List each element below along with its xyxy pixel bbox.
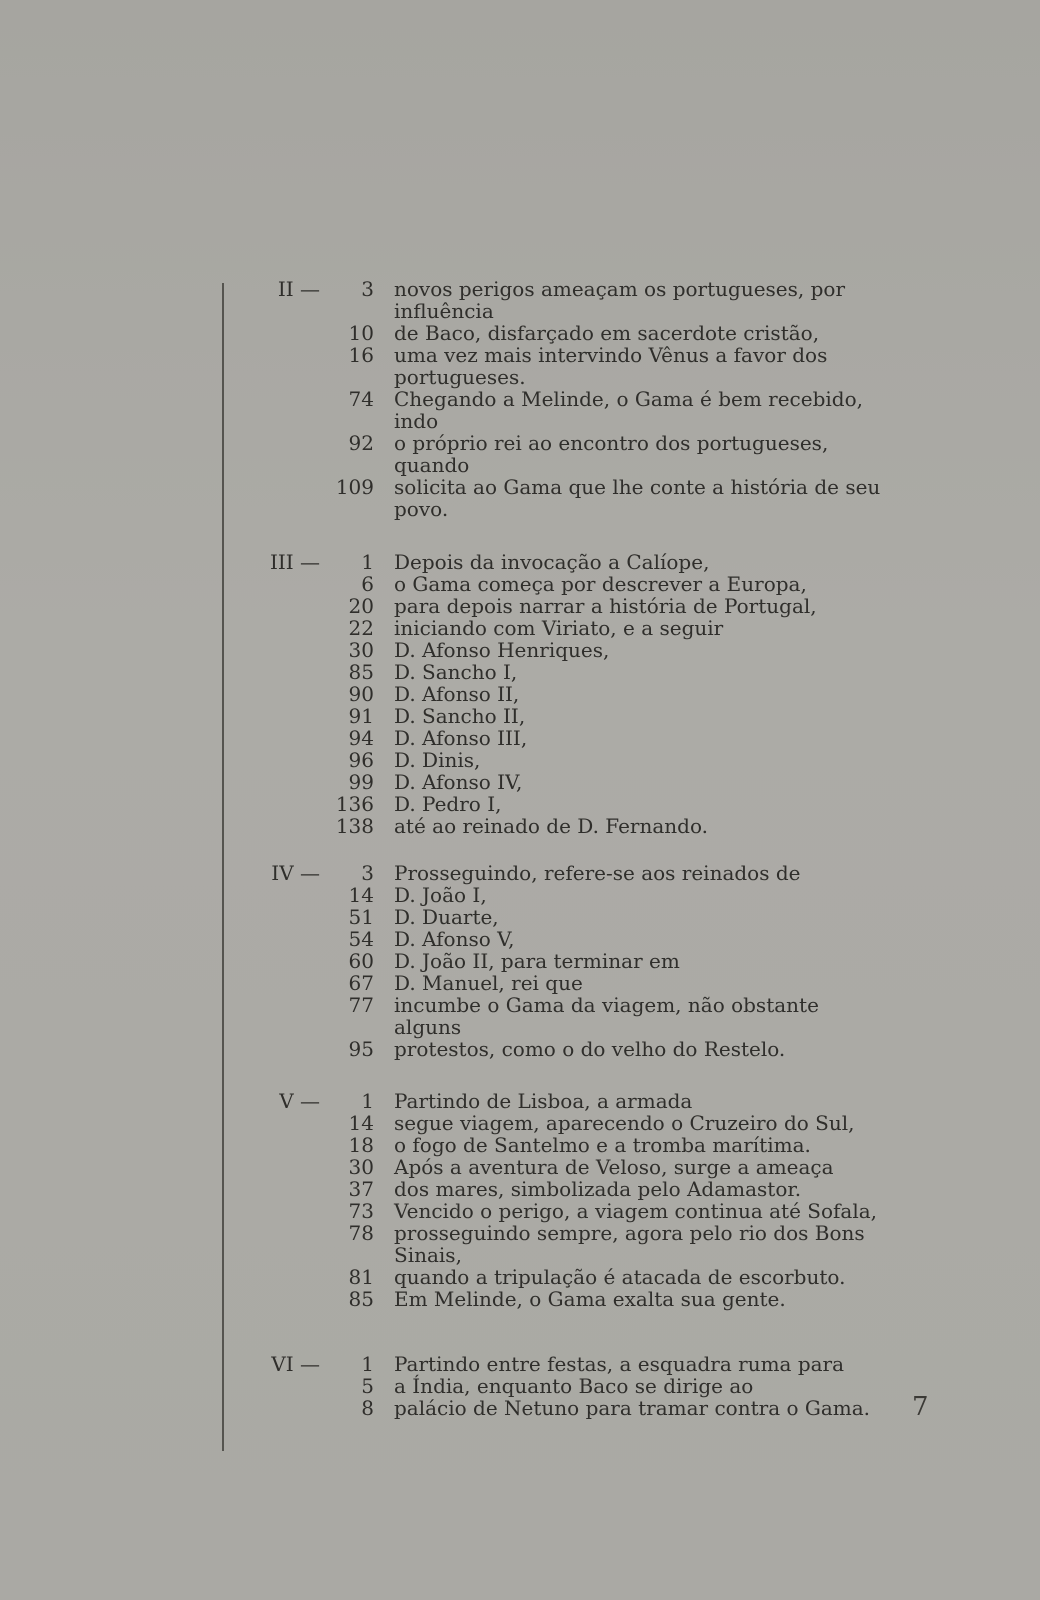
entry-text: solicita ao Gama que lhe conte a história de seu povo. — [394, 475, 881, 521]
stanza-number: 8 — [361, 1396, 374, 1420]
canto-section-vi — [250, 1353, 890, 1419]
stanza-number: 91 — [348, 704, 374, 728]
index-entry — [250, 884, 890, 906]
entry-text: D. Pedro I, — [394, 792, 502, 816]
stanza-number: 99 — [348, 770, 374, 794]
index-entry — [250, 661, 890, 683]
index-entry — [250, 344, 890, 388]
stanza-number: 14 — [348, 883, 374, 907]
entry-text: de Baco, disfarçado em sacerdote cristão, — [394, 321, 820, 345]
entry-text: D. Afonso II, — [394, 682, 520, 706]
entry-text: iniciando com Viriato, e a seguir — [394, 616, 724, 640]
stanza-number: 20 — [348, 594, 374, 618]
stanza-number: 18 — [348, 1133, 374, 1157]
index-entry — [250, 1156, 890, 1178]
index-entry — [250, 278, 890, 322]
stanza-number: 96 — [348, 748, 374, 772]
canto-numeral: VI — — [271, 1352, 320, 1376]
stanza-number: 81 — [348, 1265, 374, 1289]
index-entry — [250, 551, 890, 573]
index-entry — [250, 1090, 890, 1112]
entry-text: Partindo entre festas, a esquadra ruma para — [394, 1352, 845, 1376]
entry-text: quando a tripulação é atacada de escorbuto. — [394, 1265, 846, 1289]
entry-text: D. Sancho I, — [394, 660, 518, 684]
canto-section-iv — [250, 862, 890, 1060]
entry-text: D. Manuel, rei que — [394, 971, 583, 995]
entry-text: protestos, como o do velho do Restelo. — [394, 1037, 786, 1061]
stanza-number: 90 — [348, 682, 374, 706]
stanza-number: 16 — [348, 343, 374, 367]
stanza-number: 1 — [361, 550, 374, 574]
entry-text: segue viagem, aparecendo o Cruzeiro do Sul, — [394, 1111, 855, 1135]
index-entry — [250, 573, 890, 595]
canto-numeral: IV — — [271, 861, 320, 885]
index-entry — [250, 815, 890, 837]
index-entry — [250, 1353, 890, 1375]
stanza-number: 85 — [348, 1287, 374, 1311]
canto-numeral: III — — [269, 550, 320, 574]
entry-text: D. Afonso III, — [394, 726, 528, 750]
canto-section-ii — [250, 278, 890, 520]
entry-text: Após a aventura de Veloso, surge a ameaça — [394, 1155, 834, 1179]
entry-text: Partindo de Lisboa, a armada — [394, 1089, 693, 1113]
stanza-number: 73 — [348, 1199, 374, 1223]
entry-text: D. Dinis, — [394, 748, 481, 772]
entry-text: D. Duarte, — [394, 905, 499, 929]
stanza-number: 136 — [335, 792, 374, 816]
index-entry — [250, 727, 890, 749]
index-entry — [250, 1222, 890, 1266]
index-entry — [250, 595, 890, 617]
stanza-number: 1 — [361, 1352, 374, 1376]
index-entry — [250, 1200, 890, 1222]
index-entry — [250, 388, 890, 432]
index-entry — [250, 476, 890, 520]
stanza-number: 74 — [348, 387, 374, 411]
entry-text: o fogo de Santelmo e a tromba marítima. — [394, 1133, 811, 1157]
entry-text: Depois da invocação a Calíope, — [394, 550, 710, 574]
stanza-number: 3 — [361, 277, 374, 301]
entry-text: D. Sancho II, — [394, 704, 526, 728]
index-entry — [250, 862, 890, 884]
entry-text: D. Afonso V, — [394, 927, 515, 951]
entry-text: D. João I, — [394, 883, 487, 907]
stanza-number: 95 — [348, 1037, 374, 1061]
index-entry — [250, 432, 890, 476]
entry-text: incumbe o Gama da viagem, não obstante alguns — [394, 993, 819, 1039]
canto-section-iii — [250, 551, 890, 837]
index-entry — [250, 771, 890, 793]
entry-text: para depois narrar a história de Portugal, — [394, 594, 817, 618]
entry-text: Em Melinde, o Gama exalta sua gente. — [394, 1287, 786, 1311]
stanza-number: 14 — [348, 1111, 374, 1135]
vertical-rule — [222, 283, 224, 1451]
index-entry — [250, 639, 890, 661]
stanza-number: 1 — [361, 1089, 374, 1113]
entry-text: Chegando a Melinde, o Gama é bem recebido, indo — [394, 387, 863, 433]
index-entry — [250, 906, 890, 928]
index-entry — [250, 950, 890, 972]
canto-numeral: V — — [279, 1089, 320, 1113]
index-entry — [250, 683, 890, 705]
entry-text: D. João II, para terminar em — [394, 949, 680, 973]
canto-numeral: II — — [277, 277, 320, 301]
entry-text: uma vez mais intervindo Vênus a favor dos portugueses. — [394, 343, 828, 389]
stanza-number: 109 — [335, 475, 374, 499]
index-entry — [250, 972, 890, 994]
index-entry — [250, 994, 890, 1038]
stanza-number: 10 — [348, 321, 374, 345]
page-number: 7 — [912, 1392, 929, 1422]
index-entry — [250, 1112, 890, 1134]
stanza-number: 54 — [348, 927, 374, 951]
entry-text: Vencido o perigo, a viagem continua até Sofala, — [394, 1199, 878, 1223]
index-entry — [250, 749, 890, 771]
stanza-number: 94 — [348, 726, 374, 750]
stanza-number: 3 — [361, 861, 374, 885]
entry-text: o próprio rei ao encontro dos portugueses, quando — [394, 431, 829, 477]
stanza-number: 78 — [348, 1221, 374, 1245]
entry-text: dos mares, simbolizada pelo Adamastor. — [394, 1177, 802, 1201]
index-entry — [250, 1288, 890, 1310]
entry-text: novos perigos ameaçam os portugueses, por influência — [394, 277, 846, 323]
entry-text: Prosseguindo, refere-se aos reinados de — [394, 861, 801, 885]
stanza-number: 51 — [348, 905, 374, 929]
stanza-number: 67 — [348, 971, 374, 995]
stanza-number: 60 — [348, 949, 374, 973]
index-entry — [250, 928, 890, 950]
entry-text: D. Afonso Henriques, — [394, 638, 610, 662]
index-entry — [250, 1038, 890, 1060]
entry-text: prosseguindo sempre, agora pelo rio dos Bons Sinais, — [394, 1221, 865, 1267]
stanza-number: 6 — [361, 572, 374, 596]
entry-text: D. Afonso IV, — [394, 770, 523, 794]
stanza-number: 30 — [348, 638, 374, 662]
index-entry — [250, 1178, 890, 1200]
entry-text: palácio de Netuno para tramar contra o Gama. — [394, 1396, 871, 1420]
stanza-number: 30 — [348, 1155, 374, 1179]
index-entry — [250, 705, 890, 727]
stanza-number: 77 — [348, 993, 374, 1017]
stanza-number: 85 — [348, 660, 374, 684]
stanza-number: 5 — [361, 1374, 374, 1398]
index-entry — [250, 322, 890, 344]
index-entry — [250, 1266, 890, 1288]
index-entry — [250, 1375, 890, 1397]
stanza-number: 37 — [348, 1177, 374, 1201]
index-entry — [250, 617, 890, 639]
index-entry — [250, 793, 890, 815]
index-entry — [250, 1397, 890, 1419]
stanza-number: 22 — [348, 616, 374, 640]
stanza-number: 92 — [348, 431, 374, 455]
canto-section-v — [250, 1090, 890, 1310]
entry-text: o Gama começa por descrever a Europa, — [394, 572, 807, 596]
stanza-number: 138 — [335, 814, 374, 838]
entry-text: até ao reinado de D. Fernando. — [394, 814, 709, 838]
index-entry — [250, 1134, 890, 1156]
entry-text: a Índia, enquanto Baco se dirige ao — [394, 1374, 754, 1398]
